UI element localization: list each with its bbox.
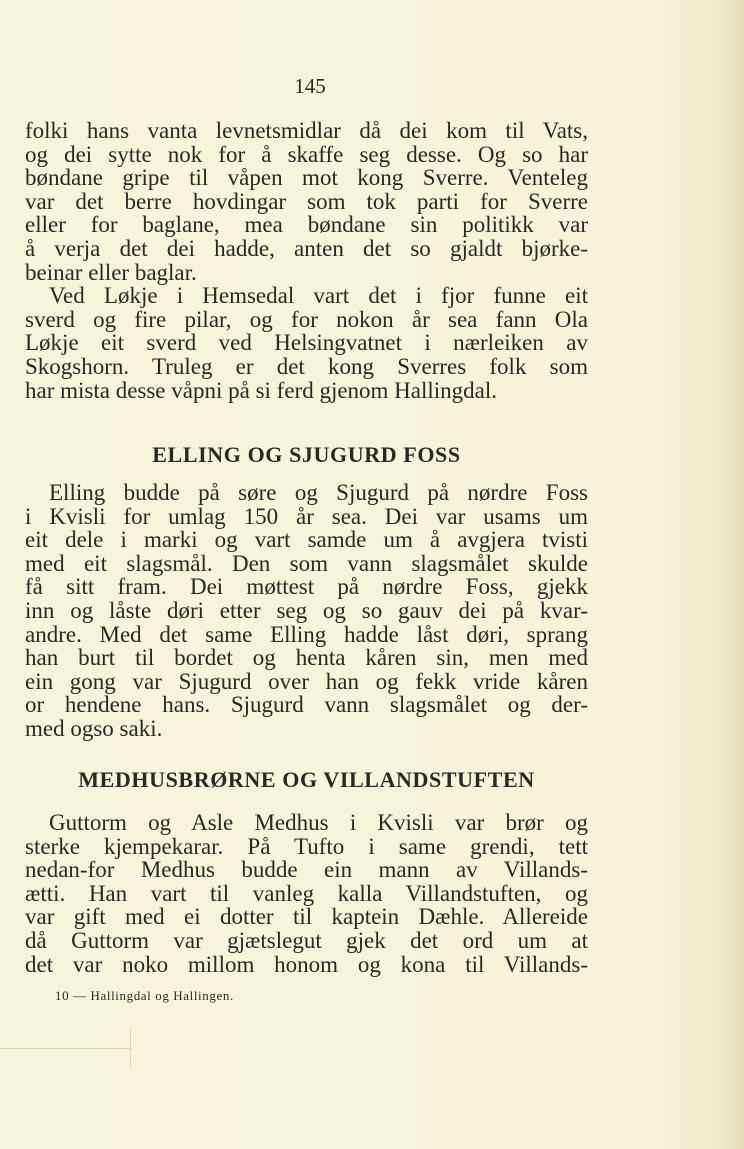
text-line: var det berre hovdingar som tok parti for Sverre [25,188,588,214]
section-heading-elling: ELLING OG SJUGURD FOSS [152,442,461,467]
text-line-last: med ogso saki. [25,715,163,741]
elling-section [25,481,588,741]
footer-signature: 10 — Hallingdal og Hallingen. [55,988,234,1003]
text-line: sverd og fire pilar, og for nokon år sea fann Ola [25,306,588,332]
text-line: folki hans vanta levnetsmidlar då dei kom til Vats, [25,118,588,143]
text-line: Guttorm og Asle Medhus i Kvisli var brør og [49,810,588,835]
paragraph [25,119,588,284]
text-line: ein gong var Sjugurd over han og fekk vride kåren [25,668,588,694]
text-line: og dei sytte nok for å skaffe seg desse. Og so har [25,141,588,167]
intro-section [25,119,588,402]
text-line: då Guttorm var gjætslegut gjek det ord um at [25,927,588,953]
text-line: or hendene hans. Sjugurd vann slagsmålet og der- [25,692,588,718]
text-line: var gift med ei dotter til kaptein Dæhle. Allereide [25,904,588,930]
text-line: det var noko millom honom og kona til Villands- [25,951,588,977]
text-line-last: har mista desse våpni på si ferd gjenom Hallingdal. [25,377,498,403]
text-line: eit dele i marki og vart samde um å avgjera tvisti [25,527,588,553]
text-line: inn og låste døri etter seg og so gauv dei på kvar- [25,597,588,623]
text-line: i Kvisli for umlag 150 år sea. Dei var usams um [25,503,588,529]
text-line: å verja det dei hadde, anten det so gjaldt bjørke- [25,235,588,261]
paragraph [25,481,588,741]
scan-artifact-line [0,1048,130,1049]
text-line: Elling budde på søre og Sjugurd på nørdre Foss [49,480,588,505]
text-line: Skogshorn. Truleg er det kong Sverres folk som [25,353,588,379]
text-line: sterke kjempekarar. På Tufto i same grendi, tett [25,833,588,859]
paragraph [25,284,588,402]
text-line: med eit slagsmål. Den som vann slagsmålet skulde [25,550,588,576]
text-line: ætti. Han vart til vanleg kalla Villandstuften, og [25,880,588,906]
text-line: få sitt fram. Dei møttest på nørdre Foss, gjekk [25,574,588,600]
medhus-section [25,811,588,976]
text-line: andre. Med det same Elling hadde låst døri, sprang [25,621,588,647]
text-line: Løkje eit sverd ved Helsingvatnet i nærleiken av [25,330,588,356]
text-line: Ved Løkje i Hemsedal vart det i fjor funne eit [49,283,588,309]
text-line: han burt til bordet og henta kåren sin, men med [25,645,588,671]
text-line: eller for baglane, mea bøndane sin politikk var [25,212,588,238]
section-heading-medhus: MEDHUSBRØRNE OG VILLANDSTUFTEN [78,767,535,792]
scan-artifact-line [130,1028,131,1068]
text-line: bøndane gripe til våpen mot kong Sverre. Venteleg [25,165,588,191]
text-line-last: beinar eller baglar. [25,259,197,285]
page-number: 145 [294,74,326,98]
paragraph [25,811,588,976]
text-line: nedan-for Medhus budde ein mann av Villands- [25,857,588,883]
